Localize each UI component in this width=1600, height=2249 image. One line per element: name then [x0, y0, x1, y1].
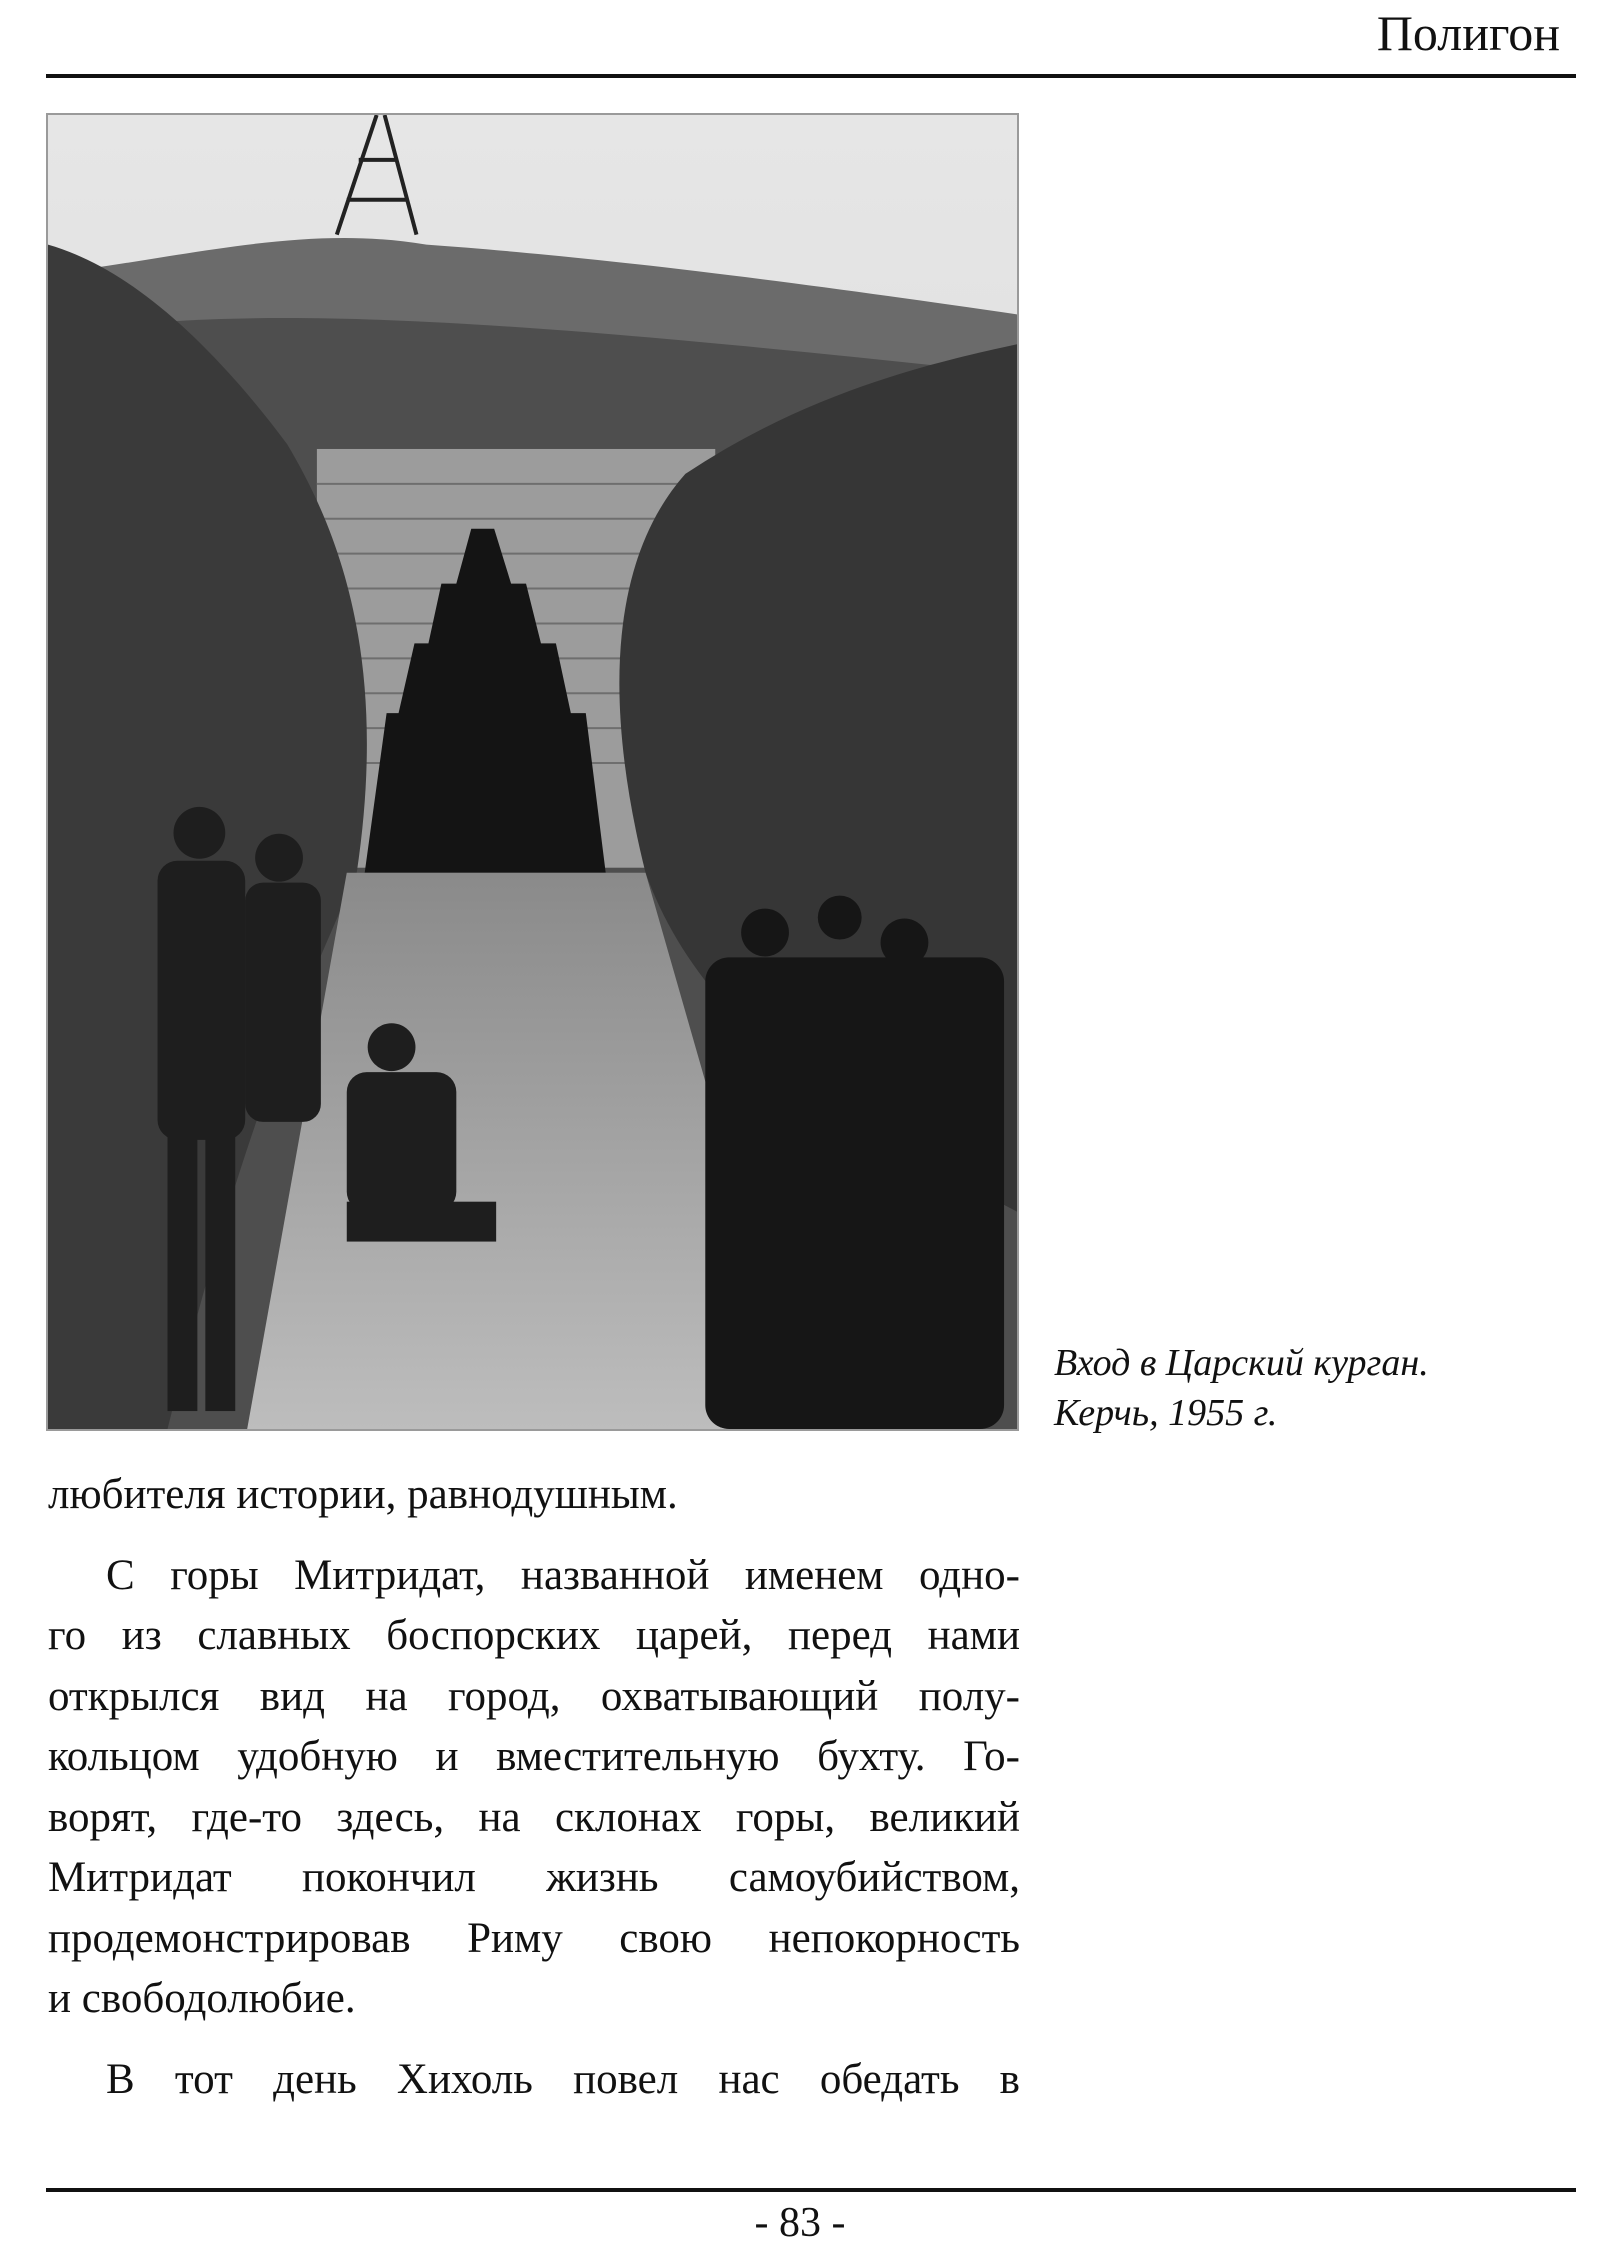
caption-title: Вход в Царский курган.	[1054, 1342, 1429, 1384]
text-line: С горы Митридат, названной именем одно-	[106, 1551, 1020, 1599]
running-header: Полигон	[1376, 5, 1560, 61]
photo-caption	[1054, 1338, 1574, 1438]
people-right	[705, 896, 1004, 1429]
page-number: - 83 -	[754, 2200, 846, 2246]
text-line: любителя истории, равнодушным.	[48, 1471, 678, 1518]
photo-illustration	[48, 115, 1017, 1429]
text-line: Митридат покончил жизнь самоубийством,	[48, 1854, 1020, 1901]
text-line: открылся вид на город, охватывающий полу-	[48, 1672, 1020, 1720]
text-line: продемонстрировав Риму свою непокорность	[48, 1914, 1020, 1962]
body-text	[48, 1465, 1020, 2110]
caption-place-date: Керчь, 1955 г.	[1054, 1392, 1278, 1434]
text-line: кольцом удобную и вместительную бухту. Го-	[48, 1733, 1020, 1780]
text-line: го из славных боспорских царей, перед нами	[48, 1612, 1020, 1659]
text-line: ворят, где-то здесь, на склонах горы, великий	[48, 1793, 1020, 1841]
text-line: В тот день Хихоль повел нас обедать в	[106, 2055, 1020, 2103]
tsarsky-kurgan-photo	[46, 113, 1019, 1431]
header-rule	[46, 74, 1576, 78]
text-line: и свободолюбие.	[48, 1975, 356, 2022]
footer-rule	[46, 2188, 1576, 2192]
